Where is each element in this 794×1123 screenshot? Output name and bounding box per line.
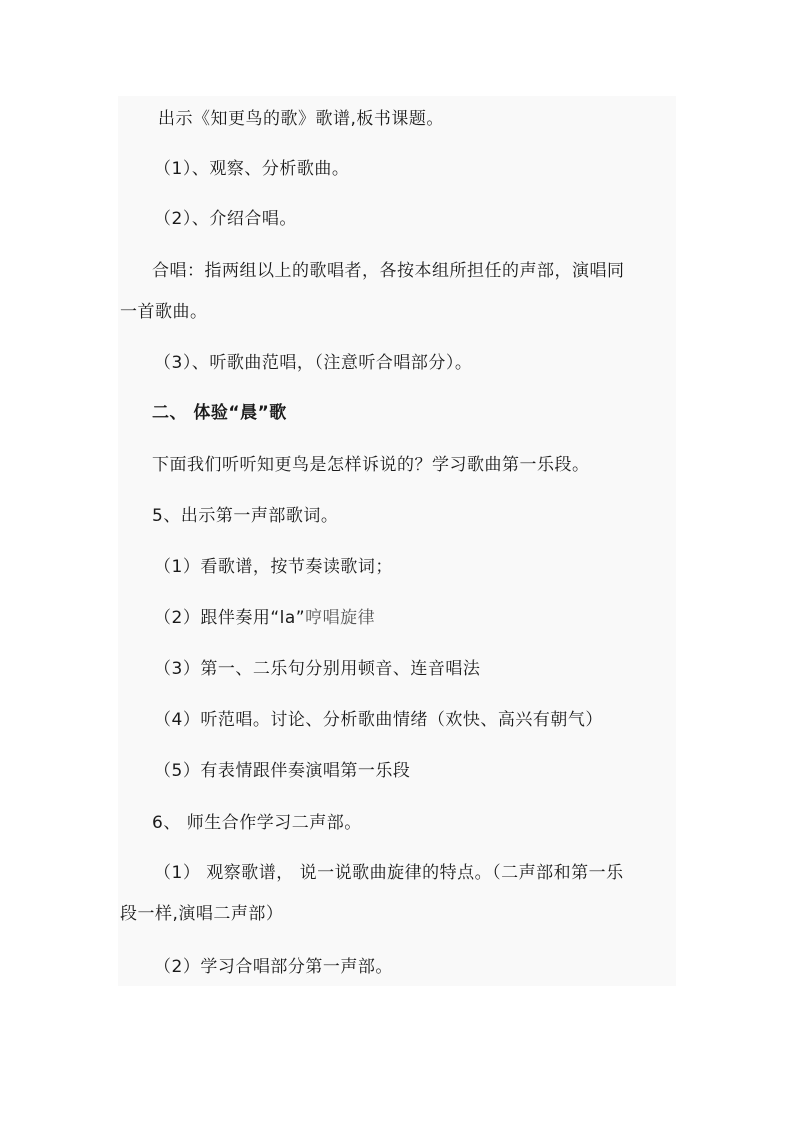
paragraph-intro: 出示《知更鸟的歌》歌谱,板书课题。 <box>158 109 444 129</box>
list-item-continued: 段一样,演唱二声部） <box>120 904 284 924</box>
list-item: （2）学习合唱部分第一声部。 <box>154 957 393 977</box>
list-item-main-text: （2）跟伴奏用“la” <box>154 608 306 628</box>
list-item: （3）第一、二乐句分别用顿音、连音唱法 <box>154 659 481 679</box>
step-heading: 6、 师生合作学习二声部。 <box>152 813 362 833</box>
list-item-tail-text: 哼唱旋律 <box>305 608 376 628</box>
list-item: （1）、观察、分析歌曲。 <box>154 159 350 179</box>
step-heading: 5、出示第一声部歌词。 <box>152 506 339 526</box>
list-item <box>154 607 375 629</box>
paragraph-definition-continued: 一首歌曲。 <box>120 302 208 322</box>
list-item: （1）看歌谱，按节奏读歌词； <box>154 557 393 577</box>
paragraph-transition: 下面我们听听知更鸟是怎样诉说的？学习歌曲第一乐段。 <box>152 455 590 475</box>
document-page <box>118 96 676 986</box>
list-item: （3）、听歌曲范唱，（注意听合唱部分）。 <box>154 353 473 373</box>
list-item: （4）听范唱。讨论、分析歌曲情绪（欢快、高兴有朝气） <box>154 710 603 730</box>
paragraph-definition: 合唱：指两组以上的歌唱者，各按本组所担任的声部，演唱同 <box>152 261 625 281</box>
list-item: （1） 观察歌谱， 说一说歌曲旋律的特点。（二声部和第一乐 <box>154 863 624 883</box>
list-item: （2）、介绍合唱。 <box>154 209 297 229</box>
list-item: （5）有表情跟伴奏演唱第一乐段 <box>154 761 411 781</box>
section-heading: 二、 体验“晨”歌 <box>152 403 287 423</box>
